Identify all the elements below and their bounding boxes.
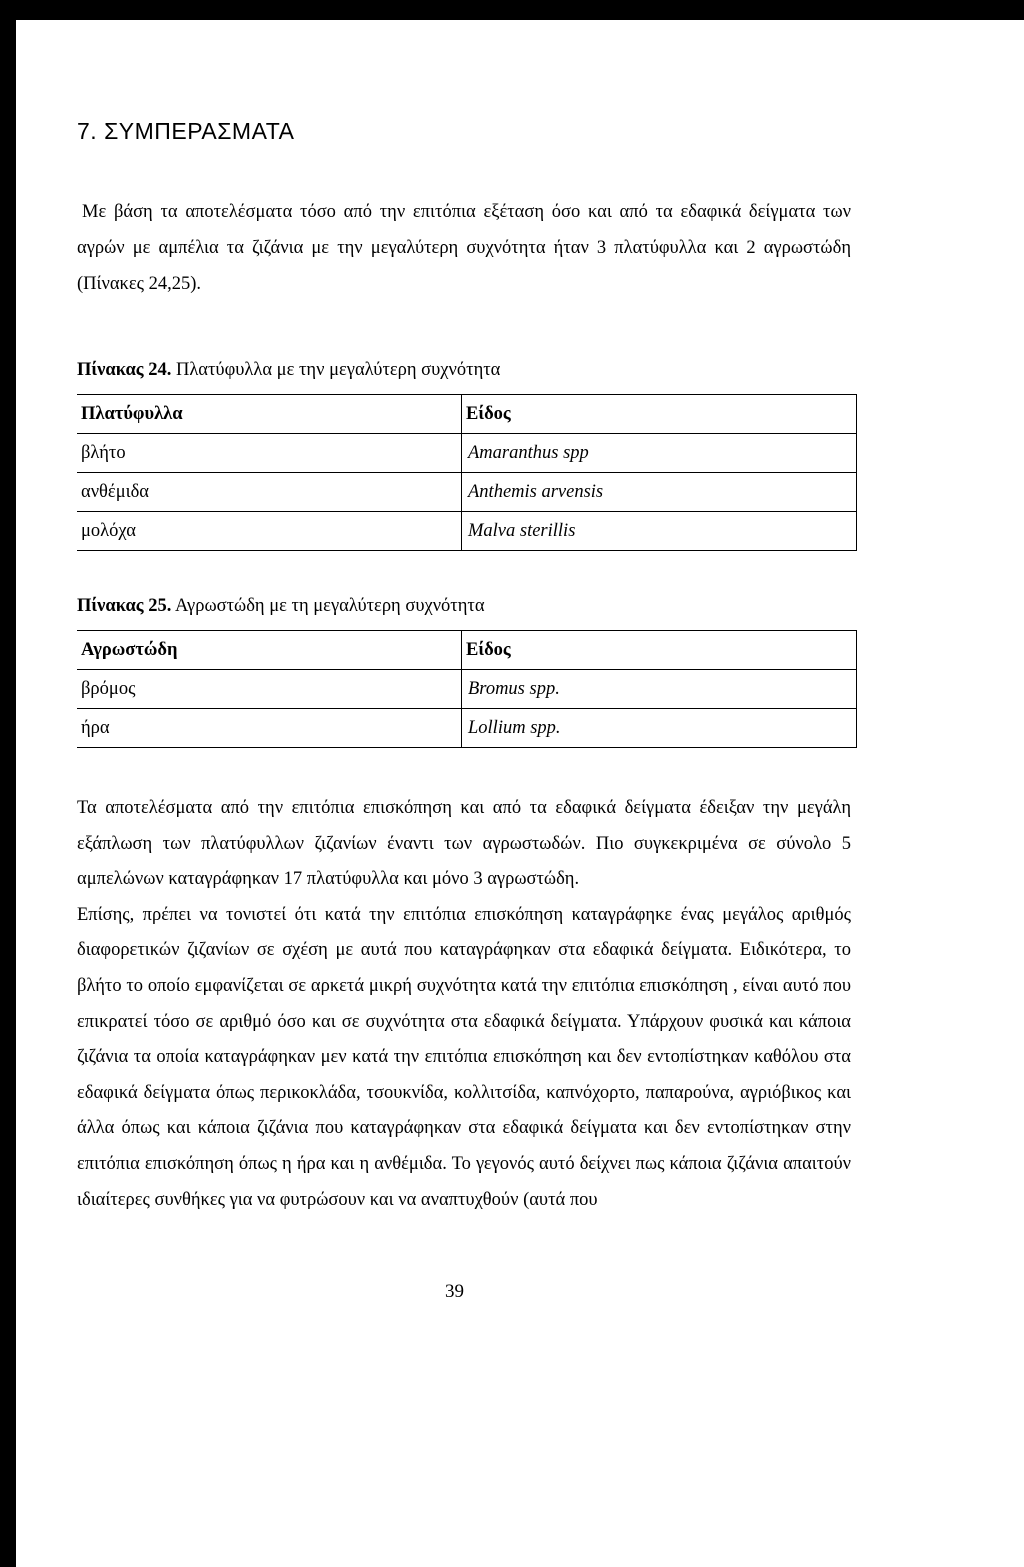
intro-paragraph: [77, 194, 851, 302]
table-row: [77, 434, 857, 473]
table-cell-common-name: ήρα: [77, 709, 462, 748]
table-cell-species: Lollium spp.: [462, 709, 857, 748]
table-row: [77, 709, 857, 748]
table-cell-species: Malva sterillis: [462, 512, 857, 551]
table-24: [77, 394, 857, 551]
table-row: [77, 670, 857, 709]
table25-caption: [77, 596, 485, 617]
table-header-cell: Αγρωστώδη: [77, 631, 462, 670]
page-number: 39: [445, 1281, 464, 1302]
document-page: [16, 20, 1024, 1567]
table-cell-species: Bromus spp.: [462, 670, 857, 709]
table-cell-species: Anthemis arvensis: [462, 473, 857, 512]
table-header-row: [77, 631, 857, 670]
table-header-cell: Πλατύφυλλα: [77, 395, 462, 434]
conclusions-body: [77, 791, 851, 1218]
table-cell-common-name: μολόχα: [77, 512, 462, 551]
table25-caption-text: Αγρωστώδη με τη μεγαλύτερη συχνότητα: [171, 596, 485, 616]
table-25: [77, 630, 857, 748]
table-row: [77, 512, 857, 551]
results-paragraph: Τα αποτελέσματα από την επιτόπια επισκόπηση και από τα εδαφικά δείγματα έδειξαν την μεγάλη εξάπλωση των πλατύφυλλων ζιζανίων έναντι των αγρωστωδών. Πιο συγκεκριμένα σε σύνολο 5 αμπελώνων καταγράφηκαν 17 πλατύφυλλα και μόνο 3 αγρωστώδη.: [77, 798, 851, 890]
section-heading: 7. ΣΥΜΠΕΡΑΣΜΑΤΑ: [77, 118, 295, 144]
table-cell-common-name: βλήτο: [77, 434, 462, 473]
table24-caption: [77, 360, 500, 381]
table24-caption-number: Πίνακας 24.: [77, 360, 172, 380]
table-row: [77, 473, 857, 512]
observations-paragraph: Επίσης, πρέπει να τονιστεί ότι κατά την επιτόπια επισκόπηση καταγράφηκε ένας μεγάλος αριθμός διαφορετικών ζιζανίων σε σχέση με αυτά που καταγράφηκαν στα εδαφικά δείγματα. Ειδικότερα, το βλήτο το οποίο εμφανίζεται σε αρκετά μικρή συχνότητα κατά την επιτόπια επισκόπηση , είναι αυτό που επικρατεί τόσο σε αριθμό όσο και σε συχνότητα στα εδαφικά δείγματα. Υπάρχουν φυσικά και κάποια ζιζάνια τα οποία καταγράφηκαν μεν κατά την επιτόπια επισκόπηση και δεν εντοπίστηκαν καθόλου στα εδαφικά δείγματα όπως περικοκλάδα, τσουκνίδα, κολλιτσίδα, καπνόχορτο, παπαρούνα, αγριόβικος και άλλα όπως και κάποια ζιζάνια που καταγράφηκαν στα εδαφικά δείγματα και δεν εντοπίστηκαν στην επιτόπια επισκόπηση όπως η ήρα και η ανθέμιδα. Το γεγονός αυτό δείχνει πως κάποια ζιζάνια απαιτούν ιδιαίτερες συνθήκες για να φυτρώσουν και να αναπτυχθούν (αυτά που: [77, 904, 851, 1210]
table24-caption-text: Πλατύφυλλα με την μεγαλύτερη συχνότητα: [171, 360, 501, 380]
table-cell-common-name: βρόμος: [77, 670, 462, 709]
table-cell-common-name: ανθέμιδα: [77, 473, 462, 512]
table-header-cell: Είδος: [462, 395, 857, 434]
table-header-row: [77, 395, 857, 434]
table-cell-species: Amaranthus spp: [462, 434, 857, 473]
intro-text: Με βάση τα αποτελέσματα τόσο από την επιτόπια εξέταση όσο και από τα εδαφικά δείγματα των αγρών με αμπέλια τα ζιζάνια με την μεγαλύτερη συχνότητα ήταν 3 πλατύφυλλα και 2 αγρωστώδη (Πίνακες 24,25).: [77, 202, 851, 294]
table-header-cell: Είδος: [462, 631, 857, 670]
table25-caption-number: Πίνακας 25.: [77, 596, 172, 616]
